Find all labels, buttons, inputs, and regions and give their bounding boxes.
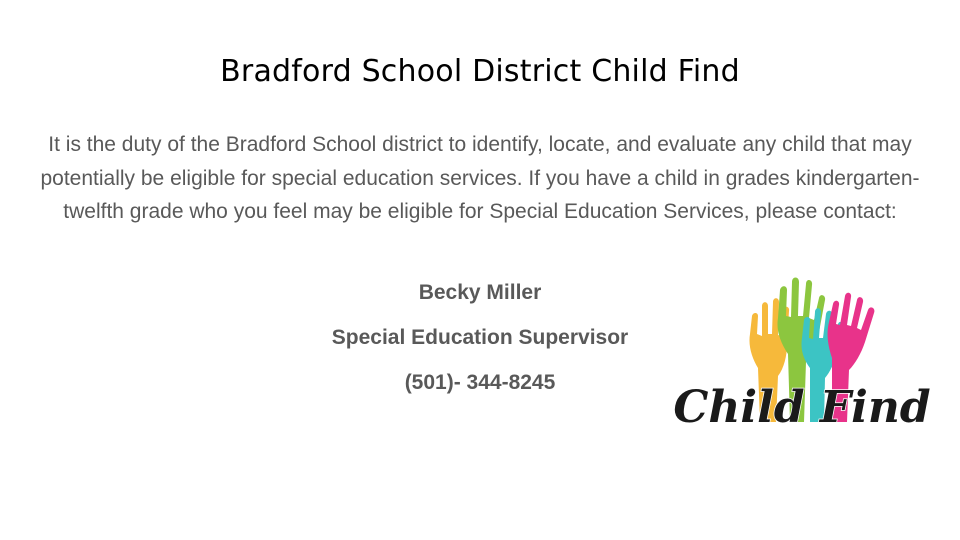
contact-phone: (501)- 344-8245: [404, 371, 556, 394]
contact-role: Special Education Supervisor: [331, 326, 629, 349]
logo-text: Child Find: [673, 382, 931, 433]
page-title: Bradford School District Child Find: [220, 54, 740, 89]
child-find-logo: [673, 272, 931, 437]
body-paragraph: It is the duty of the Bradford School district to identify, locate, and evaluate any child that may potentially be eligible for special education services. If you have a child in grades kindergarten-twelfth grade who you feel may be eligible for Special Education Services, please contact:: [40, 133, 920, 223]
contact-name: Becky Miller: [418, 281, 542, 304]
raised-hands-icon: [673, 272, 931, 437]
